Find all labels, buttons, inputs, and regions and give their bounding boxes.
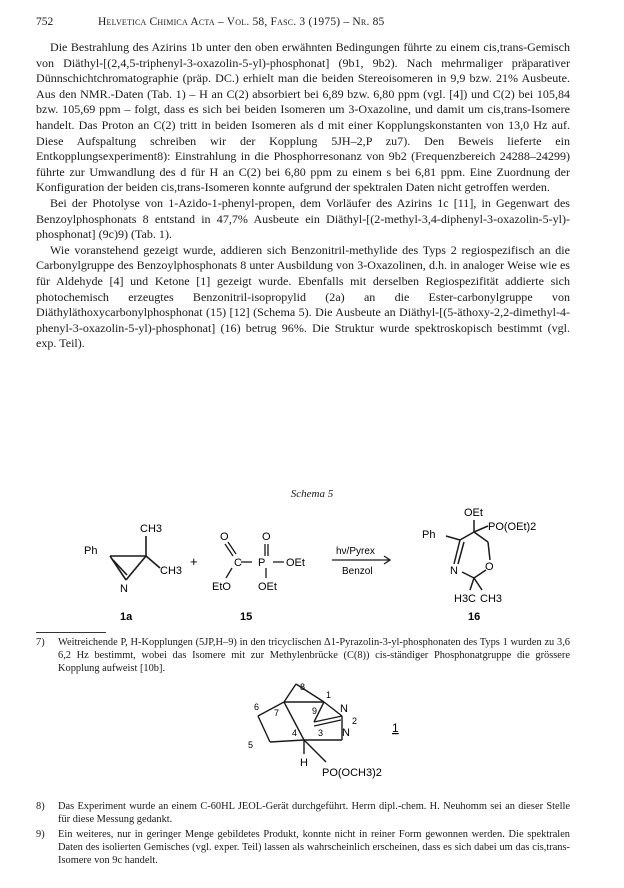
p-oet-bottom: OEt	[258, 581, 277, 593]
footnote-8	[36, 800, 570, 826]
atom-5: 5	[248, 740, 254, 750]
arrow-conditions-below: Benzol	[342, 566, 373, 577]
product-n: N	[450, 565, 458, 577]
label-16: 16	[468, 611, 481, 623]
atom-2: 2	[352, 716, 358, 726]
schema-title: Schema 5	[290, 488, 334, 500]
azirine-1a	[110, 536, 160, 580]
azirine-ch3-right: CH3	[160, 565, 183, 577]
schema-5-reaction-diagram	[70, 498, 550, 626]
phosphoryl-o: O	[262, 531, 271, 543]
atom-1: 1	[326, 690, 332, 700]
article-body	[36, 40, 570, 352]
footnote-rule	[36, 632, 106, 633]
label-15: 15	[240, 611, 253, 623]
product-oet: OEt	[464, 507, 483, 519]
plus-sign: +	[190, 554, 198, 569]
footnote-7	[36, 636, 570, 676]
product-ph: Ph	[422, 529, 436, 541]
phosphonate-substituent: PO(OCH3)2	[322, 767, 382, 779]
atom-7: 7	[274, 708, 280, 718]
atom-4: 4	[292, 728, 298, 738]
product-phosphonate: PO(OEt)2	[488, 521, 537, 533]
paragraph-3: Wie voranstehend gezeigt wurde, addieren sich Benzonitril-methylide des Typs 2 regiospezifisch an die Carbonylgruppe des Benzoylphosphonats 8 unter Ausbildung von 3-Oxazolinen, d.h. in analoger Weise wie es für Aldehyde [4] und Ketone [1] gezeigt wurde. Ebenfalls mit derselben Regiospezifität addierte sich photochemisch erzeugtes Benzonitril-isopropylid (2a) an die Ester-carbonylgruppe von Diäthyläthoxycarbonylphosphonat (15) [12] (Schema 5). Die Ausbeute an Diäthyl-[(5-äthoxy-2,2-dimethyl-4-phenyl-3-oxazolin-5-yl)-phosphonat] (16) betrug 96%. Die Struktur wurde spektroskopisch bestimmt (vgl. exp. Teil).	[36, 242, 570, 351]
label-1a: 1a	[120, 611, 133, 623]
product-o: O	[485, 561, 494, 573]
footnote-8-text: Das Experiment wurde an einem C-60HL JEOL-Gerät durchgeführt. Herrn dipl.-chem. H. Neuhomm sei an dieser Stelle für diese Messung gedankt.	[58, 801, 570, 826]
atom-n-lower: N	[342, 727, 350, 739]
p-atom: P	[258, 557, 266, 569]
atom-3: 3	[318, 728, 324, 738]
azirine-ch3-top: CH3	[140, 523, 163, 535]
paragraph-2: Bei der Photolyse von 1-Azido-1-phenyl-propen, dem Vorläufer des Azirins 1c [11], in Gegenwart des Benzoylphosphonats 8 entstand in 47,7% Ausbeute ein Diäthyl-[(2-methyl-3,4-diphenyl-3-oxazolin-5-yl)-phosphonat] (9c)9) (Tab. 1).	[36, 195, 570, 242]
footnote-9-text: Ein weiteres, nur in geringer Menge gebildetes Produkt, konnte nicht in reiner Form gewonnen werden. Die spektralen Daten des isolierten Gemisches (vgl. exper. Teil) lassen als wahrscheinlich erscheinen, dass es sich dabei um das cis,trans-Isomere von 9c handelt.	[58, 829, 570, 867]
carbonyl-o: O	[220, 531, 229, 543]
reaction-arrow	[332, 556, 390, 564]
running-header	[36, 16, 572, 32]
ester-c: C	[234, 557, 242, 569]
oxazoline-16	[446, 520, 490, 590]
running-title: Helvetica Chimica Acta – Vol. 58, Fasc. 3 (1975) – Nr. 85	[98, 16, 385, 28]
atom-8: 8	[300, 682, 306, 692]
footnote-8-mark: 8)	[36, 801, 45, 812]
structure-label-1: 1	[392, 721, 399, 735]
footnote-7-mark: 7)	[36, 637, 45, 648]
atom-h: H	[300, 757, 308, 769]
azirine-ph: Ph	[84, 545, 98, 557]
p-oet-right: OEt	[286, 557, 305, 569]
footnote-9-mark: 9)	[36, 829, 45, 840]
azirine-n: N	[120, 583, 128, 595]
product-ch3: CH3	[480, 593, 503, 605]
page-number: 752	[36, 16, 54, 28]
footnote-9	[36, 828, 570, 868]
product-h3c: H3C	[454, 593, 477, 605]
ester-eto: EtO	[212, 581, 231, 593]
footnote-7-text: Weitreichende P, H-Kopplungen (5JP,H–9) in den tricyclischen Δ1-Pyrazolin-3-yl-phosphonaten des Typs 1 wurden zu 3,6 6,2 Hz bestimmt, wobei das Isomere mit zur Methylenbrücke (C(8)) cis-ständiger Phosphonatgruppe die grössere Kopplung aufweist [10b].	[58, 637, 570, 675]
atom-9: 9	[312, 706, 318, 716]
paragraph-1: Die Bestrahlung des Azirins 1b unter den oben erwähnten Bedingungen führte zu einem cis,trans-Gemisch von Diäthyl-[(2,4,5-triphenyl-3-oxazolin-5-yl)-phosphonat] (9b1, 9b2). Nach mehrmaliger präparativer Dünnschichtchromatographie (präp. DC.) erhielt man die beiden Stereoisomeren in 9,9 bzw. 21% Ausbeute. Aus den NMR.-Daten (Tab. 1) – H an C(2) absorbiert bei 6,89 bzw. 6,80 ppm (vgl. [4]) und C(2) bei 105,84 bzw. 105,69 ppm – folgt, dass es sich bei beiden Isomeren um 3-Oxazoline, und damit um cis,trans-Isomere handelt. Das Proton an C(2) tritt in beiden Isomeren als d mit einer Kopplungskonstanten von 13,0 Hz auf. Diese Aufspaltung schreiben wir der Kopplung 5JH–2,P zu7). Den Beweis lieferte ein Entkopplungsexperiment8): Einstrahlung in die Phosphorresonanz von 9b2 (Frequenzbereich 24288–24299) führte zur Umwandlung des d für H an C(2) bei 6,80 ppm zu einem s bei 6,81 ppm. Eine Zuordnung der Konfiguration der beiden cis,trans-Isomeren konnte aufgrund der spektralen Daten nicht getroffen werden.	[36, 40, 570, 195]
pyrazoline-structure-diagram	[214, 680, 414, 784]
atom-n-upper: N	[340, 703, 348, 715]
arrow-conditions-above: hν/Pyrex	[336, 546, 375, 557]
atom-6: 6	[254, 702, 260, 712]
